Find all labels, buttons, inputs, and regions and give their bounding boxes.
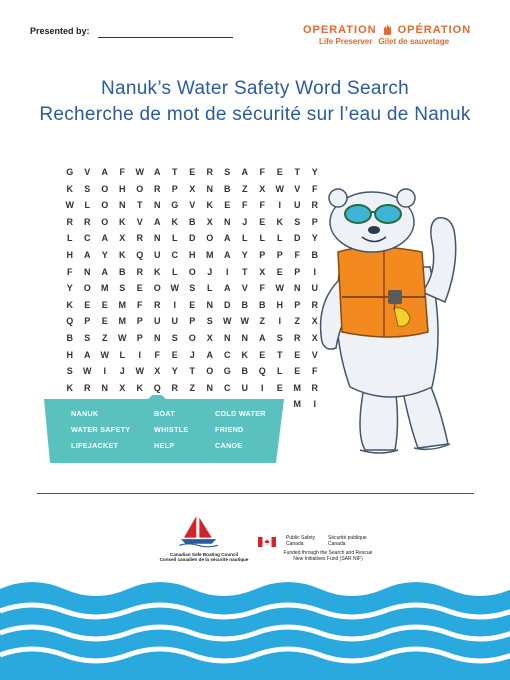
grid-letter[interactable]: Z — [259, 316, 265, 327]
word-list-item: LIFEJACKET — [71, 441, 119, 450]
grid-letter[interactable]: K — [119, 249, 126, 260]
grid-letter[interactable]: K — [66, 382, 73, 393]
grid-letter[interactable]: S — [66, 366, 73, 377]
grid-letter[interactable]: E — [276, 382, 283, 393]
word-list-item: WHISTLE — [154, 425, 189, 434]
grid-letter[interactable]: U — [154, 249, 161, 260]
grid-letter[interactable]: Y — [311, 233, 318, 244]
grid-letter[interactable]: E — [276, 167, 283, 177]
grid-letter[interactable]: F — [259, 200, 265, 211]
word-list-item: HELP — [154, 441, 175, 450]
grid-letter[interactable]: V — [311, 349, 318, 360]
grid-letter[interactable]: P — [171, 183, 178, 194]
grid-letter[interactable]: S — [119, 283, 126, 294]
grid-letter[interactable]: E — [189, 167, 196, 177]
grid-letter[interactable]: R — [311, 200, 318, 211]
grid-row — [61, 197, 324, 214]
grid-letter[interactable]: X — [311, 316, 318, 327]
grid-letter[interactable]: F — [312, 183, 318, 194]
grid-letter[interactable]: P — [294, 299, 301, 310]
grid-letter[interactable]: A — [154, 216, 161, 227]
grid-letter[interactable]: F — [154, 349, 160, 360]
grid-letter[interactable]: V — [189, 200, 196, 211]
grid-letter[interactable]: K — [66, 299, 73, 310]
grid-letter[interactable]: K — [154, 266, 161, 277]
presenter-name-line — [98, 37, 233, 38]
grid-letter[interactable]: R — [311, 382, 318, 393]
grid-letter[interactable]: U — [241, 382, 248, 393]
grid-letter[interactable]: Z — [189, 382, 195, 393]
funding-note-line2: New Initiatives Fund (SAR NIF) — [293, 556, 363, 563]
grid-letter[interactable]: D — [189, 233, 196, 244]
grid-letter[interactable]: E — [101, 316, 108, 327]
grid-letter[interactable]: C — [171, 249, 178, 260]
grid-letter[interactable]: K — [119, 216, 126, 227]
grid-letter[interactable]: X — [154, 366, 161, 377]
grid-letter[interactable]: F — [119, 167, 125, 177]
grid-letter[interactable]: A — [154, 167, 161, 177]
grid-letter[interactable]: H — [276, 299, 283, 310]
funding-note — [258, 550, 398, 562]
presented-by-label: Presented by: — [30, 26, 90, 36]
grid-letter[interactable]: N — [206, 183, 213, 194]
grid-letter[interactable]: K — [276, 216, 283, 227]
grid-letter[interactable]: P — [311, 216, 318, 227]
grid-letter[interactable]: O — [83, 283, 91, 294]
grid-letter[interactable]: G — [171, 200, 179, 211]
word-list-item: CANOE — [215, 441, 243, 450]
grid-letter[interactable]: L — [207, 283, 213, 294]
grid-letter[interactable]: L — [242, 233, 248, 244]
nanuk-polar-bear-illustration — [310, 182, 470, 462]
logo-fr-top: OPÉRATION — [397, 24, 472, 36]
grid-letter[interactable]: E — [171, 349, 178, 360]
grid-letter[interactable]: U — [171, 316, 178, 327]
grid-row — [61, 347, 324, 364]
grid-letter[interactable]: A — [101, 233, 108, 244]
grid-letter[interactable]: O — [206, 233, 214, 244]
grid-letter[interactable]: I — [103, 366, 106, 377]
grid-letter[interactable]: O — [188, 266, 196, 277]
ps-fr-line1: Sécurité publique — [328, 535, 367, 541]
grid-letter[interactable]: M — [293, 399, 301, 410]
grid-letter[interactable]: I — [260, 382, 264, 393]
word-list-item: NANUK — [71, 409, 99, 418]
grid-letter[interactable]: A — [224, 249, 231, 260]
grid-letter[interactable]: V — [136, 216, 143, 227]
grid-letter[interactable]: G — [66, 167, 74, 177]
grid-letter[interactable]: J — [189, 349, 195, 360]
grid-letter[interactable]: D — [294, 233, 301, 244]
grid-letter[interactable]: N — [101, 382, 108, 393]
grid-letter[interactable]: S — [206, 316, 213, 327]
grid-letter[interactable]: L — [84, 200, 90, 211]
grid-letter[interactable]: G — [223, 366, 231, 377]
grid-letter[interactable]: N — [206, 382, 213, 393]
grid-letter[interactable]: Y — [171, 366, 178, 377]
grid-row — [61, 181, 324, 198]
grid-letter[interactable]: N — [224, 332, 231, 343]
grid-letter[interactable]: B — [241, 366, 248, 377]
grid-letter[interactable]: L — [277, 233, 283, 244]
public-safety-fr — [328, 535, 388, 547]
grid-letter[interactable]: X — [189, 183, 196, 194]
grid-letter[interactable]: R — [206, 167, 213, 177]
grid-letter[interactable]: N — [224, 216, 231, 227]
grid-letter[interactable]: E — [224, 200, 231, 211]
grid-letter[interactable]: E — [276, 266, 283, 277]
grid-letter[interactable]: S — [84, 183, 91, 194]
grid-letter[interactable]: P — [189, 316, 196, 327]
grid-letter[interactable]: N — [206, 299, 213, 310]
grid-letter[interactable]: M — [206, 249, 214, 260]
grid-letter[interactable]: S — [171, 332, 178, 343]
grid-letter[interactable]: L — [67, 233, 73, 244]
ps-en-line2: Canada — [286, 541, 304, 547]
word-list-item: FRIEND — [215, 425, 244, 434]
grid-letter[interactable]: F — [137, 299, 143, 310]
grid-row — [61, 313, 324, 330]
grid-letter[interactable]: B — [241, 299, 248, 310]
grid-letter[interactable]: W — [118, 332, 127, 343]
grid-letter[interactable]: T — [137, 200, 143, 211]
grid-letter[interactable]: P — [136, 332, 143, 343]
grid-letter[interactable]: E — [259, 216, 266, 227]
grid-letter[interactable]: R — [154, 299, 161, 310]
grid-letter[interactable]: L — [119, 349, 125, 360]
grid-letter[interactable]: U — [311, 283, 318, 294]
grid-letter[interactable]: W — [83, 366, 92, 377]
grid-letter[interactable]: B — [259, 299, 266, 310]
grid-letter[interactable]: P — [294, 266, 301, 277]
grid-letter[interactable]: R — [154, 183, 161, 194]
grid-row — [61, 280, 324, 297]
grid-letter[interactable]: Q — [136, 249, 144, 260]
grid-letter[interactable]: R — [136, 233, 143, 244]
grid-letter[interactable]: O — [153, 283, 161, 294]
operation-life-preserver-logo — [303, 24, 483, 50]
grid-letter[interactable]: X — [311, 332, 318, 343]
grid-letter[interactable]: N — [154, 200, 161, 211]
grid-letter[interactable]: W — [135, 167, 144, 177]
grid-row — [61, 363, 324, 380]
grid-letter[interactable]: M — [293, 382, 301, 393]
csbc-sailboat-logo — [148, 513, 260, 553]
grid-letter[interactable]: S — [276, 332, 283, 343]
grid-letter[interactable]: W — [223, 316, 232, 327]
grid-letter[interactable]: W — [135, 366, 144, 377]
grid-letter[interactable]: W — [65, 200, 74, 211]
wave-decoration — [0, 575, 510, 680]
grid-letter[interactable]: Y — [241, 249, 248, 260]
grid-letter[interactable]: K — [136, 382, 143, 393]
grid-letter[interactable]: O — [101, 216, 109, 227]
csbc-name — [148, 552, 260, 563]
grid-letter[interactable]: R — [136, 266, 143, 277]
grid-letter[interactable]: V — [241, 283, 248, 294]
grid-letter[interactable]: W — [275, 183, 284, 194]
grid-letter[interactable]: Q — [153, 382, 161, 393]
grid-letter[interactable]: K — [206, 200, 213, 211]
grid-letter[interactable]: B — [119, 266, 126, 277]
grid-letter[interactable]: F — [312, 366, 318, 377]
grid-letter[interactable]: I — [278, 200, 281, 211]
grid-letter[interactable]: I — [225, 266, 229, 277]
grid-letter[interactable]: R — [311, 299, 318, 310]
grid-letter[interactable]: B — [224, 183, 231, 194]
grid-letter[interactable]: X — [119, 382, 126, 393]
grid-letter[interactable]: O — [188, 332, 196, 343]
grid-letter[interactable]: A — [84, 349, 91, 360]
grid-letter[interactable]: Z — [102, 332, 108, 343]
grid-letter[interactable]: S — [224, 167, 231, 177]
grid-letter[interactable]: T — [242, 266, 248, 277]
grid-letter[interactable]: T — [189, 366, 195, 377]
grid-letter[interactable]: R — [84, 382, 91, 393]
grid-letter[interactable]: K — [241, 349, 248, 360]
grid-letter[interactable]: J — [242, 216, 248, 227]
grid-letter[interactable]: O — [101, 200, 109, 211]
grid-letter[interactable]: B — [311, 249, 318, 260]
grid-letter[interactable]: A — [84, 249, 91, 260]
grid-letter[interactable]: B — [66, 332, 73, 343]
grid-row — [61, 264, 324, 281]
logo-fr-bottom: Gilet de sauvetage — [378, 37, 450, 46]
grid-letter[interactable]: A — [224, 283, 231, 294]
grid-letter[interactable]: A — [259, 332, 266, 343]
grid-letter[interactable]: I — [313, 266, 316, 277]
grid-letter[interactable]: O — [206, 366, 214, 377]
grid-row — [61, 330, 324, 347]
grid-letter[interactable]: W — [275, 283, 284, 294]
grid-letter[interactable]: X — [206, 216, 213, 227]
page-title-english: Nanuk’s Water Safety Word Search — [100, 78, 410, 99]
grid-letter[interactable]: M — [101, 283, 109, 294]
canada-flag-icon — [258, 537, 276, 547]
grid-letter[interactable]: R — [294, 332, 301, 343]
page-title-french: Recherche de mot de sécurité sur l’eau de Nanuk — [39, 104, 471, 125]
grid-letter[interactable]: K — [171, 216, 178, 227]
grid-letter[interactable]: H — [189, 249, 196, 260]
grid-letter[interactable]: W — [100, 349, 109, 360]
grid-letter[interactable]: L — [259, 233, 265, 244]
grid-letter[interactable]: F — [259, 167, 265, 177]
word-list-item: BOAT — [154, 409, 176, 418]
life-preserver-flame-icon — [383, 24, 392, 35]
grid-letter[interactable]: S — [294, 216, 301, 227]
grid-letter[interactable]: N — [154, 233, 161, 244]
grid-letter[interactable]: Q — [66, 316, 74, 327]
grid-letter[interactable]: V — [294, 183, 301, 194]
grid-letter[interactable]: O — [101, 183, 109, 194]
grid-letter[interactable]: W — [240, 316, 249, 327]
ps-fr-line2: Canada — [328, 541, 346, 547]
grid-letter[interactable]: L — [172, 266, 178, 277]
grid-letter[interactable]: T — [172, 167, 178, 177]
grid-letter[interactable]: T — [294, 167, 300, 177]
grid-letter[interactable]: Y — [311, 167, 318, 177]
grid-letter[interactable]: H — [119, 183, 126, 194]
grid-letter[interactable]: Q — [258, 366, 266, 377]
section-divider — [37, 493, 474, 494]
grid-letter[interactable]: N — [241, 332, 248, 343]
grid-letter[interactable]: I — [278, 316, 281, 327]
grid-letter[interactable]: A — [241, 167, 248, 177]
grid-letter[interactable]: I — [138, 349, 141, 360]
grid-letter[interactable]: X — [259, 266, 266, 277]
grid-letter[interactable]: N — [84, 266, 91, 277]
public-safety-en — [286, 535, 326, 547]
grid-letter[interactable]: V — [84, 167, 91, 177]
grid-letter[interactable]: N — [294, 283, 301, 294]
grid-letter[interactable]: A — [206, 349, 213, 360]
grid-letter[interactable]: N — [154, 332, 161, 343]
grid-letter[interactable]: Y — [66, 283, 73, 294]
grid-letter[interactable]: Z — [242, 183, 248, 194]
grid-letter[interactable]: E — [84, 299, 91, 310]
grid-letter[interactable]: R — [66, 216, 73, 227]
grid-letter[interactable]: F — [242, 200, 248, 211]
grid-letter[interactable]: P — [259, 249, 266, 260]
grid-letter[interactable]: P — [84, 316, 91, 327]
grid-letter[interactable]: K — [66, 183, 73, 194]
grid-letter[interactable]: E — [101, 299, 108, 310]
grid-row — [61, 380, 324, 397]
word-search-grid — [61, 164, 324, 413]
grid-letter[interactable]: E — [294, 349, 301, 360]
grid-letter[interactable]: I — [313, 399, 316, 410]
grid-letter[interactable]: L — [277, 366, 283, 377]
word-list — [44, 398, 280, 460]
grid-letter[interactable]: R — [171, 382, 178, 393]
csbc-name-fr: Conseil canadien de la sécurité nautique — [159, 557, 249, 563]
grid-letter[interactable]: J — [119, 366, 125, 377]
grid-letter[interactable]: H — [66, 349, 73, 360]
logo-en-top: OPERATION — [303, 24, 377, 36]
grid-letter[interactable]: Y — [101, 249, 108, 260]
grid-letter[interactable]: J — [207, 266, 213, 277]
ps-en-line1: Public Safety — [286, 535, 316, 541]
grid-letter[interactable]: X — [119, 233, 126, 244]
grid-row — [61, 247, 324, 264]
grid-letter[interactable]: E — [259, 349, 266, 360]
grid-letter[interactable]: A — [101, 167, 108, 177]
grid-letter[interactable]: T — [277, 349, 283, 360]
funding-note-line1: Funded through the Search and Rescue — [283, 550, 373, 556]
grid-letter[interactable]: X — [206, 332, 213, 343]
grid-letter[interactable]: W — [170, 283, 179, 294]
grid-letter[interactable]: U — [294, 200, 301, 211]
grid-letter[interactable]: E — [136, 283, 143, 294]
grid-letter[interactable]: S — [84, 332, 91, 343]
grid-letter[interactable]: X — [259, 183, 266, 194]
word-list-item: WATER SAFETY — [71, 425, 131, 434]
grid-letter[interactable]: O — [136, 183, 144, 194]
grid-letter[interactable]: C — [84, 233, 91, 244]
grid-letter[interactable]: I — [173, 299, 176, 310]
grid-letter[interactable]: M — [118, 299, 126, 310]
grid-row — [61, 214, 324, 231]
grid-row — [61, 297, 324, 314]
grid-letter[interactable]: P — [136, 316, 143, 327]
grid-letter[interactable]: D — [224, 299, 231, 310]
grid-letter[interactable]: A — [101, 266, 108, 277]
grid-letter[interactable]: E — [294, 366, 301, 377]
logo-en-bottom: Life Preserver — [319, 37, 373, 46]
grid-letter[interactable]: F — [294, 249, 300, 260]
grid-letter[interactable]: N — [119, 200, 126, 211]
grid-letter[interactable]: U — [154, 316, 161, 327]
word-list-item: COLD WATER — [215, 409, 266, 418]
grid-row — [61, 164, 324, 181]
grid-letter[interactable]: C — [224, 382, 231, 393]
grid-letter[interactable]: L — [172, 233, 178, 244]
grid-letter[interactable]: C — [224, 349, 231, 360]
grid-letter[interactable]: E — [189, 299, 196, 310]
grid-letter[interactable]: F — [259, 283, 265, 294]
grid-letter[interactable]: A — [224, 233, 231, 244]
grid-letter[interactable]: S — [189, 283, 196, 294]
grid-letter[interactable]: P — [276, 249, 283, 260]
grid-letter[interactable]: Z — [294, 316, 300, 327]
grid-letter[interactable]: R — [84, 216, 91, 227]
csbc-name-en: Canadian Safe Boating Council — [169, 552, 239, 557]
grid-row — [61, 230, 324, 247]
grid-letter[interactable]: H — [66, 249, 73, 260]
grid-letter[interactable]: M — [118, 316, 126, 327]
grid-letter[interactable]: B — [189, 216, 196, 227]
grid-letter[interactable]: F — [67, 266, 73, 277]
